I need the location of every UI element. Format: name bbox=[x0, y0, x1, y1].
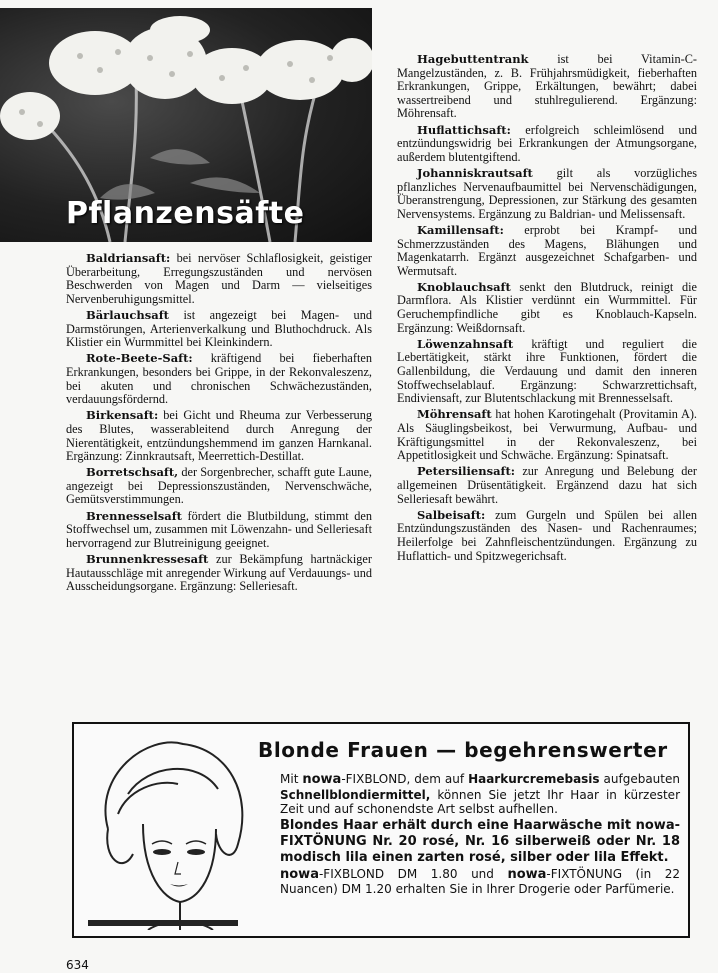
ad-text: -FIXBLOND DM 1.80 und bbox=[318, 866, 508, 881]
entry-title: Brunnenkressesaft bbox=[86, 552, 209, 567]
entry-borretschsaft bbox=[66, 466, 372, 507]
entry-rote-beete-saft bbox=[66, 352, 372, 406]
entry-text: ist angezeigt bei Magen- und Darmstörungen, Arterienverkalkung und Bluthochdruck. Als Klistier ein Wurmmittel bei Kleinkindern. bbox=[66, 307, 372, 350]
entry-title: Huflattichsaft: bbox=[417, 122, 511, 137]
hero-image bbox=[0, 8, 372, 242]
entry-text: zum Gurgeln und Spülen bei allen Entzündungszuständen des Nasen- und Rachenraumes; Heilerfolge bei Zahnfleischentzündungen. Ergänzung zu Huflattich- und Spitzwegerichsaft. bbox=[397, 507, 697, 563]
left-column bbox=[66, 252, 372, 596]
entry-title: Kamillensaft: bbox=[417, 222, 504, 237]
entry-moehrensaft bbox=[397, 408, 697, 462]
ad-text: Mit bbox=[280, 772, 303, 786]
ad-text: Blondes Haar erhält durch eine Haarwäsche mit bbox=[280, 817, 636, 833]
entry-title: Baldriansaft: bbox=[86, 251, 171, 265]
entry-text: hat hohen Karotingehalt (Provitamin A). Als Säuglingsbeikost, bei Verwurmung, Aufbau- und Kräftigungsmittel in der Rekonvaleszenz, bei Appetitlosigkeit und Schwäche. Ergänzung: Spinatsaft. bbox=[397, 407, 697, 463]
entry-title: Petersiliensaft: bbox=[417, 464, 516, 479]
ad-text: -FIXTÖNUNG (in 22 Nuancen) DM 1.20 erhalten Sie in Ihrer Drogerie oder Parfümerie. bbox=[280, 866, 680, 896]
entry-loewenzahnsaft bbox=[397, 338, 697, 406]
entry-baerlauchsaft bbox=[66, 309, 372, 350]
entry-petersiliensaft bbox=[397, 465, 697, 506]
brand-logo-nowa: nowa bbox=[280, 866, 319, 882]
ad-text-bold: Schnellblondiermittel, bbox=[280, 787, 431, 802]
entry-johanniskrautsaft bbox=[397, 167, 697, 221]
brand-logo-nowa: nowa bbox=[635, 817, 675, 833]
advertisement-box bbox=[72, 722, 690, 938]
entry-salbeisaft bbox=[397, 509, 697, 563]
entry-text: der Sorgenbrecher, schafft gute Laune, angezeigt bei Depressionszuständen, Nervenschwäche, Gemütsverstimmungen. bbox=[66, 465, 372, 507]
entry-title: Bärlauchsaft bbox=[86, 307, 169, 322]
ad-body bbox=[280, 772, 680, 898]
entry-title: Salbeisaft: bbox=[417, 507, 486, 522]
entry-text: fördert die Blutbildung, stimmt den Stoffwechsel um, zusammen mit Löwenzahn- und Selleriesaft hervorragend zur Blutreinigung geeignet. bbox=[66, 508, 372, 550]
entry-title: Brennesselsaft bbox=[86, 508, 182, 523]
entry-title: Hagebuttentrank bbox=[417, 52, 529, 66]
entry-text: erprobt bei Krampf- und Schmerzzuständen des Magens, Blähungen und Magenkatarrh. Ergänzt ausgezeichnet Schafgarben- und Wermutsaft. bbox=[397, 222, 697, 278]
right-column bbox=[397, 53, 697, 566]
entry-title: Knoblauchsaft bbox=[417, 279, 511, 294]
entry-kamillensaft bbox=[397, 224, 697, 278]
ad-headline: Blonde Frauen — begehrenswerter bbox=[258, 738, 668, 762]
entry-title: Löwenzahnsaft bbox=[417, 336, 514, 351]
entry-text: zur Bekämpfung hartnäckiger Hautausschläge mit anregender Wirkung auf Verdauungs- und Ausscheidungsorgane. Ergänzung: Selleriesaft. bbox=[66, 552, 372, 594]
entry-title: Rote-Beete-Saft: bbox=[86, 351, 193, 366]
ad-text: -FIXBLOND, dem auf bbox=[341, 772, 469, 786]
entry-text: senkt den Blutdruck, reinigt die Darmflora. Als Klistier verdünnt ein Wurmmittel. Für Geruchempfindliche gibt es Knoblauch-Kapseln. Ergänzung: Weißdornsaft. bbox=[397, 279, 697, 335]
woman-illustration bbox=[88, 734, 248, 930]
entry-text: ist bei Vitamin-C-Mangelzuständen, z. B. Frühjahrsmüdigkeit, fieberhaften Erkrankungen, Grippe, Erkältungen, bewährt; dabei wassertreibend und stuhlregulierend. Ergänzung: Möhrensaft. bbox=[397, 52, 697, 121]
ad-paragraph-toning bbox=[280, 818, 680, 866]
ad-text-bold: Haarkurcremebasis bbox=[468, 772, 600, 786]
ad-text: -FIXTÖNUNG Nr. 20 rosé, Nr. 16 silberweiß oder Nr. 18 modisch lila einen zarten rosé, silber oder lila Effekt. bbox=[280, 817, 680, 865]
entry-brennesselsaft bbox=[66, 510, 372, 551]
brand-logo-nowa: nowa bbox=[507, 866, 547, 882]
entry-title: Johanniskrautsaft bbox=[417, 165, 533, 180]
entry-text: kräftigend bei fieberhaften Erkrankungen, besonders bei Grippe, in der Rekonvaleszenz, bei akuten und chronischen Schwächezuständen, verdauungsfördernd. bbox=[66, 351, 372, 407]
entry-text: bei Gicht und Rheuma zur Verbesserung des Blutes, wasserableitend durch Anregung der Nierentätigkeit, entzündungshemmend im ganzen Harnkanal. Ergänzung: Zinnkrautsaft, Meerrettich-Destillat. bbox=[66, 408, 372, 464]
entry-hagebuttentrank bbox=[397, 53, 697, 121]
entry-knoblauchsaft bbox=[397, 281, 697, 335]
entry-title: Birkensaft: bbox=[86, 408, 159, 423]
entry-text: erfolgreich schleimlösend und entzündungswidrig bei Erkrankungen der Atmungsorgane, außerdem blutentgiftend. bbox=[397, 122, 697, 164]
entry-text: kräftigt und reguliert die Lebertätigkeit, stärkt ihre Funktionen, fördert die Gallenbildung, die Verdauung und damit den inneren Stoffwechselablauf. Ergänzung: Schwarzrettichsaft, Endiviensaft, zur Blutentschlackung mit Brennesselsaft. bbox=[397, 336, 697, 406]
page-number: 634 bbox=[66, 958, 89, 972]
ad-text: aufgebauten bbox=[599, 772, 680, 786]
entry-text: bei nervöser Schlaflosigkeit, geistiger Überarbeitung, Erregungszuständen und nervösen Beschwerden von Magen und Darm — vielseitiges Nervenberuhigungsmittel. bbox=[66, 251, 372, 306]
brand-logo-nowa: nowa bbox=[302, 772, 342, 787]
entry-baldriansaft bbox=[66, 252, 372, 306]
entry-text: gilt als vorzügliches pflanzliches Nervenaufbaumittel bei Nervenschädigungen, Überanstrengung, Depressionen, zur Stärkung des gesamten Nervensystems. Ergänzung zu Baldrian- und Melissensaft. bbox=[397, 165, 697, 221]
ad-paragraph-intro bbox=[280, 772, 680, 817]
ad-text: können Sie jetzt Ihr Haar in kürzester Zeit und auf schonendste Art selbst aufhellen. bbox=[280, 787, 680, 816]
entry-text: zur Anregung und Belebung der allgemeinen Drüsentätigkeit. Ergänzend dazu hat sich Selleriesaft bewährt. bbox=[397, 464, 697, 506]
entry-huflattichsaft bbox=[397, 124, 697, 165]
page-title: Pflanzensäfte bbox=[66, 196, 305, 231]
ad-paragraph-prices bbox=[280, 867, 680, 897]
entry-brunnenkressesaft bbox=[66, 553, 372, 594]
entry-birkensaft bbox=[66, 409, 372, 463]
entry-title: Möhrensaft bbox=[417, 407, 492, 422]
entry-title: Borretschsaft, bbox=[86, 465, 179, 480]
